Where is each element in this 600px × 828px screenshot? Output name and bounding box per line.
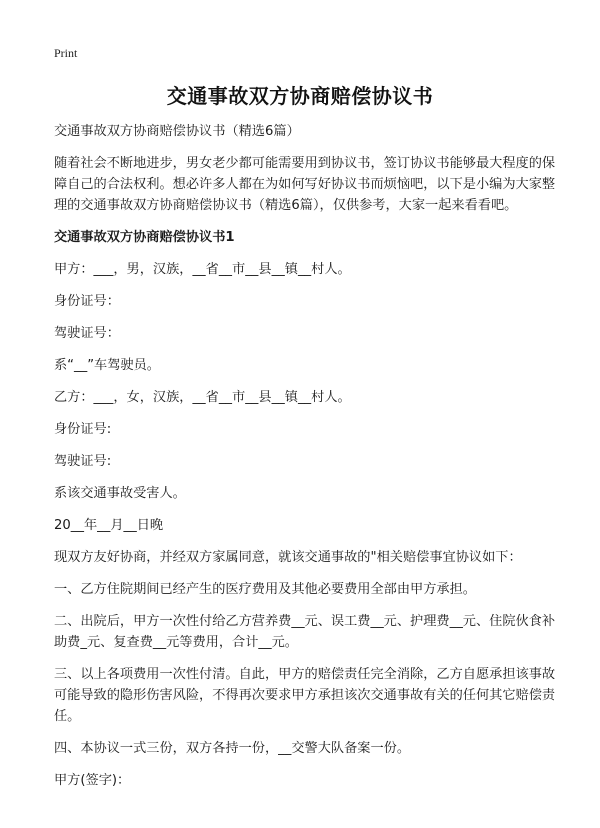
clause-1: 一、乙方住院期间已经产生的医疗费用及其他必要费用全部由甲方承担。 xyxy=(54,582,476,597)
party-a-signature: 甲方(签字)： xyxy=(54,773,131,788)
intro-paragraph: 随着社会不断地进步，男女老少都可能需要用到协议书，签订协议书能够最大程度的保障自己的合法权利。想必许多人都在为如何写好协议书而烦恼吧，以下是小编为大家整理的交通事故双方协商赔偿协议书（精选6篇），仅供参考，大家一起来看看吧。 xyxy=(54,156,556,213)
clause-3: 三、以上各项费用一次性付清。自此，甲方的赔偿责任完全消除，乙方自愿承担该事故可能导致的隐形伤害风险，不得再次要求甲方承担该次交通事故有关的任何其它赔偿责任。 xyxy=(54,667,556,724)
document-title: 交通事故双方协商赔偿协议书 xyxy=(166,84,434,108)
document-body xyxy=(54,121,559,802)
party-b-line: 乙方：___，女，汉族，__省__市__县__镇__村人。 xyxy=(54,390,351,405)
agreement-preamble: 现双方友好协商，并经双方家属同意，就该交通事故的"相关赔偿事宜协议如下： xyxy=(54,550,522,565)
date-line: 20__年__月__日晚 xyxy=(54,518,164,533)
print-link[interactable]: Print xyxy=(54,46,78,60)
document-subtitle: 交通事故双方协商赔偿协议书（精选6篇） xyxy=(54,124,300,139)
party-a-license-number: 驾驶证号： xyxy=(54,326,120,341)
clause-4: 四、本协议一式三份，双方各持一份，__交警大队备案一份。 xyxy=(54,741,411,756)
party-a-role: 系“__”车驾驶员。 xyxy=(54,358,160,373)
party-a-id-number: 身份证号： xyxy=(54,294,120,309)
party-b-id-number: 身份证号: xyxy=(54,422,112,437)
clause-2: 二、出院后，甲方一次性付给乙方营养费__元、误工费__元、护理费__元、住院伙食补助费_元、复查费__元等费用，合计__元。 xyxy=(54,614,556,650)
section-heading: 交通事故双方协商赔偿协议书1 xyxy=(54,230,235,245)
party-b-license-number: 驾驶证号: xyxy=(54,454,112,469)
party-a-line: 甲方：___，男，汉族，__省__市__县__镇__村人。 xyxy=(54,262,351,277)
party-b-role: 系该交通事故受害人。 xyxy=(54,486,186,501)
